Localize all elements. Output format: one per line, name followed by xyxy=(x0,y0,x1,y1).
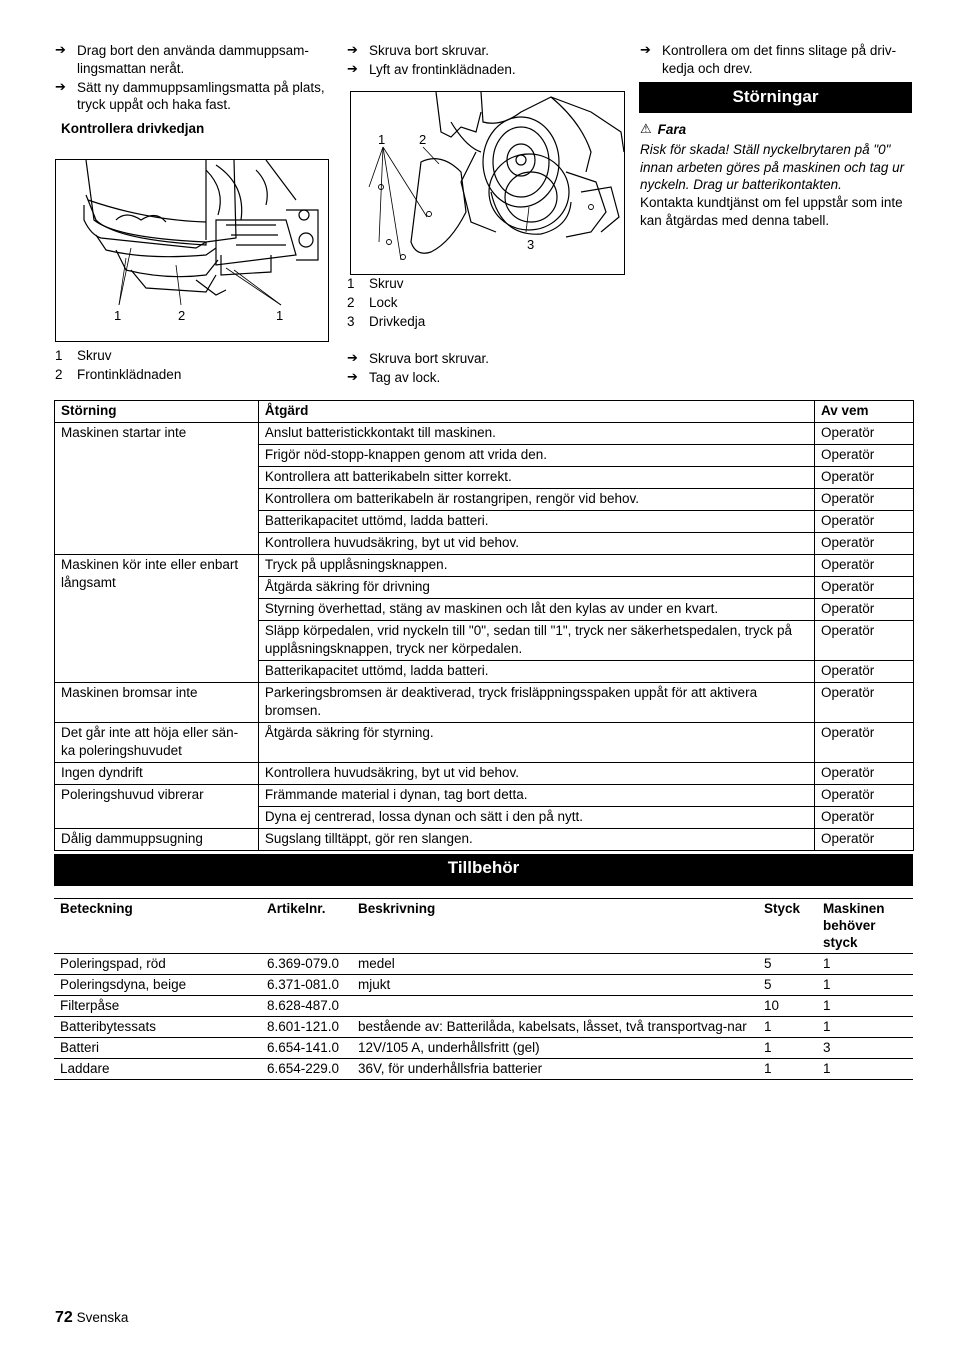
action-cell: Åtgärda säkring för styrning. xyxy=(258,723,814,763)
fault-cell: Maskinen kör inte eller enbart långsamt xyxy=(55,555,259,683)
column-header: Av vem xyxy=(815,401,914,423)
instruction-step: ➔ Skruva bort skruvar. xyxy=(347,351,490,366)
table-row xyxy=(54,975,913,996)
table-row xyxy=(54,996,913,1017)
responsible-cell: Operatör xyxy=(815,807,914,829)
fault-cell: Ingen dyndrift xyxy=(55,763,259,785)
figure-legend-1 xyxy=(55,346,330,384)
responsible-cell: Operatör xyxy=(815,423,914,445)
table-row xyxy=(55,763,914,785)
designation-cell: Poleringspad, röd xyxy=(54,954,261,975)
fault-cell: Maskinen bromsar inte xyxy=(55,683,259,723)
responsible-cell: Operatör xyxy=(815,467,914,489)
article-number-cell: 8.601-121.0 xyxy=(261,1017,352,1038)
table-row xyxy=(55,683,914,723)
note-text: Kontakta kundtjänst om fel uppstår som inte kan åtgärdas med denna tabell. xyxy=(640,195,903,229)
instruction-step: ➔ Drag bort den använda dammuppsam-lingsmattan neråt. xyxy=(55,43,309,76)
column-header: Åtgärd xyxy=(258,401,814,423)
instruction-step: ➔ Kontrollera om det finns slitage på driv-kedja och drev. xyxy=(640,43,897,76)
arrow-right-icon: ➔ xyxy=(55,79,66,95)
responsible-cell: Operatör xyxy=(815,489,914,511)
table-row xyxy=(54,1059,913,1080)
required-quantity-cell: 1 xyxy=(817,996,913,1017)
figure-front-cover xyxy=(55,159,329,342)
action-cell: Släpp körpedalen, vrid nyckeln till "0", sedan till "1", tryck ner säkerhetspedalen, tryck på upplåsningsknappen, tryck ner körpedalen. xyxy=(258,621,814,661)
article-number-cell: 6.369-079.0 xyxy=(261,954,352,975)
callout-label: 2 xyxy=(419,132,427,147)
arrow-right-icon: ➔ xyxy=(640,43,651,58)
quantity-cell: 5 xyxy=(758,954,817,975)
action-cell: Anslut batteristickkontakt till maskinen. xyxy=(258,423,814,445)
quantity-cell: 1 xyxy=(758,1038,817,1059)
column-2 xyxy=(347,42,627,80)
callout-label: 3 xyxy=(527,237,535,252)
quantity-cell: 10 xyxy=(758,996,817,1017)
action-cell: Kontrollera huvudsäkring, byt ut vid behov. xyxy=(258,533,814,555)
quantity-cell: 1 xyxy=(758,1017,817,1038)
column-header: Beskrivning xyxy=(352,899,758,954)
subsection-heading: Kontrollera drivkedjan xyxy=(61,121,205,137)
description-cell: 12V/105 A, underhållsfritt (gel) xyxy=(352,1038,758,1059)
responsible-cell: Operatör xyxy=(815,577,914,599)
designation-cell: Laddare xyxy=(54,1059,261,1080)
table-row xyxy=(55,723,914,763)
machine-front-illustration xyxy=(56,160,328,341)
table-row xyxy=(54,954,913,975)
table-header-row xyxy=(54,899,913,954)
warning-triangle-icon: ⚠ xyxy=(640,122,652,138)
responsible-cell: Operatör xyxy=(815,683,914,723)
page-number: 72 xyxy=(55,1309,73,1326)
quantity-cell: 5 xyxy=(758,975,817,996)
fault-cell: Dålig dammuppsugning xyxy=(55,829,259,851)
instruction-step: ➔ Sätt ny dammuppsamlingsmatta på plats, tryck uppåt och haka fast. xyxy=(55,79,325,113)
responsible-cell: Operatör xyxy=(815,621,914,661)
legend-item: 2 Frontinklädnaden xyxy=(55,367,182,382)
responsible-cell: Operatör xyxy=(815,785,914,807)
action-cell: Batterikapacitet uttömd, ladda batteri. xyxy=(258,661,814,683)
table-header-row xyxy=(55,401,914,423)
section-title-faults: Störningar xyxy=(639,82,912,113)
figure-legend-2 xyxy=(347,274,627,331)
column-header: Beteckning xyxy=(54,899,261,954)
action-cell: Kontrollera om batterikabeln är rostangripen, rengör vid behov. xyxy=(258,489,814,511)
fault-cell: Det går inte att höja eller sän-ka poleringshuvudet xyxy=(55,723,259,763)
action-cell: Åtgärda säkring för drivning xyxy=(258,577,814,599)
column-2-bottom-steps xyxy=(347,350,627,388)
instruction-step: ➔ Skruva bort skruvar. xyxy=(347,43,490,58)
accessories-table-wrapper xyxy=(54,898,913,1080)
legend-item: 1 Skruv xyxy=(55,348,112,363)
faults-table-wrapper xyxy=(54,400,914,851)
responsible-cell: Operatör xyxy=(815,511,914,533)
description-cell: 36V, för underhållsfria batterier xyxy=(352,1059,758,1080)
description-cell: mjukt xyxy=(352,975,758,996)
section-title-accessories: Tillbehör xyxy=(54,854,913,886)
action-cell: Främmande material i dynan, tag bort detta. xyxy=(258,785,814,807)
responsible-cell: Operatör xyxy=(815,599,914,621)
callout-label: 1 xyxy=(114,308,122,323)
required-quantity-cell: 1 xyxy=(817,1017,913,1038)
action-cell: Styrning överhettad, stäng av maskinen och låt den kylas av under en kvart. xyxy=(258,599,814,621)
callout-label: 2 xyxy=(178,308,186,323)
arrow-right-icon: ➔ xyxy=(347,351,358,366)
warning-heading: ⚠ Fara xyxy=(640,122,687,138)
responsible-cell: Operatör xyxy=(815,555,914,577)
callout-label: 1 xyxy=(378,132,386,147)
warning-text: Risk för skada! Ställ nyckelbrytaren på "0" innan arbeten göres på maskinen och tag ur nyckeln. Drag ur batterikontakten. xyxy=(640,141,905,193)
action-cell: Parkeringsbromsen är deaktiverad, tryck frisläppningsspaken uppåt för att aktivera bromsen. xyxy=(258,683,814,723)
action-cell: Dyna ej centrerad, lossa dynan och sätt i den på nytt. xyxy=(258,807,814,829)
designation-cell: Poleringsdyna, beige xyxy=(54,975,261,996)
footer-language: Svenska xyxy=(76,1310,129,1325)
designation-cell: Batteribytessats xyxy=(54,1017,261,1038)
description-cell: bestående av: Batterilåda, kabelsats, låsset, två transportvag-nar xyxy=(352,1017,758,1038)
action-cell: Batterikapacitet uttömd, ladda batteri. xyxy=(258,511,814,533)
column-3 xyxy=(640,42,914,79)
faults-table-body xyxy=(55,423,914,851)
required-quantity-cell: 1 xyxy=(817,1059,913,1080)
column-header: Artikelnr. xyxy=(261,899,352,954)
legend-item: 1 Skruv xyxy=(347,276,404,291)
table-row xyxy=(55,423,914,445)
table-row xyxy=(55,829,914,851)
table-row xyxy=(55,555,914,577)
designation-cell: Filterpåse xyxy=(54,996,261,1017)
arrow-right-icon: ➔ xyxy=(347,43,358,58)
faults-table xyxy=(54,400,914,851)
arrow-right-icon: ➔ xyxy=(347,61,358,77)
callout-label: 1 xyxy=(276,308,284,323)
page-footer xyxy=(55,1307,128,1328)
column-1 xyxy=(55,42,330,138)
article-number-cell: 6.654-141.0 xyxy=(261,1038,352,1059)
instruction-step: ➔ Lyft av frontinklädnaden. xyxy=(347,61,516,77)
article-number-cell: 6.654-229.0 xyxy=(261,1059,352,1080)
responsible-cell: Operatör xyxy=(815,533,914,555)
designation-cell: Batteri xyxy=(54,1038,261,1059)
table-row xyxy=(55,785,914,807)
fault-cell: Poleringshuvud vibrerar xyxy=(55,785,259,829)
required-quantity-cell: 3 xyxy=(817,1038,913,1059)
arrow-right-icon: ➔ xyxy=(347,369,358,385)
fault-cell: Maskinen startar inte xyxy=(55,423,259,555)
responsible-cell: Operatör xyxy=(815,723,914,763)
action-cell: Frigör nöd-stopp-knappen genom att vrida den. xyxy=(258,445,814,467)
accessories-table xyxy=(54,898,913,1080)
responsible-cell: Operatör xyxy=(815,829,914,851)
action-cell: Kontrollera huvudsäkring, byt ut vid behov. xyxy=(258,763,814,785)
legend-item: 2 Lock xyxy=(347,295,398,310)
responsible-cell: Operatör xyxy=(815,661,914,683)
action-cell: Kontrollera att batterikabeln sitter korrekt. xyxy=(258,467,814,489)
description-cell: medel xyxy=(352,954,758,975)
accessories-table-body xyxy=(54,954,913,1080)
responsible-cell: Operatör xyxy=(815,763,914,785)
figure-drive-chain xyxy=(350,91,625,275)
legend-item: 3 Drivkedja xyxy=(347,314,426,329)
drive-chain-illustration xyxy=(351,92,624,274)
column-header: Maskinen behöver styck xyxy=(817,899,913,954)
article-number-cell: 8.628-487.0 xyxy=(261,996,352,1017)
quantity-cell: 1 xyxy=(758,1059,817,1080)
arrow-right-icon: ➔ xyxy=(55,43,66,58)
table-row xyxy=(54,1038,913,1059)
article-number-cell: 6.371-081.0 xyxy=(261,975,352,996)
responsible-cell: Operatör xyxy=(815,445,914,467)
action-cell: Sugslang tilltäppt, gör ren slangen. xyxy=(258,829,814,851)
column-header: Störning xyxy=(55,401,259,423)
description-cell xyxy=(352,996,758,1017)
column-header: Styck xyxy=(758,899,817,954)
instruction-step: ➔ Tag av lock. xyxy=(347,369,441,385)
warning-block xyxy=(640,121,914,230)
required-quantity-cell: 1 xyxy=(817,954,913,975)
action-cell: Tryck på upplåsningsknappen. xyxy=(258,555,814,577)
table-row xyxy=(54,1017,913,1038)
required-quantity-cell: 1 xyxy=(817,975,913,996)
